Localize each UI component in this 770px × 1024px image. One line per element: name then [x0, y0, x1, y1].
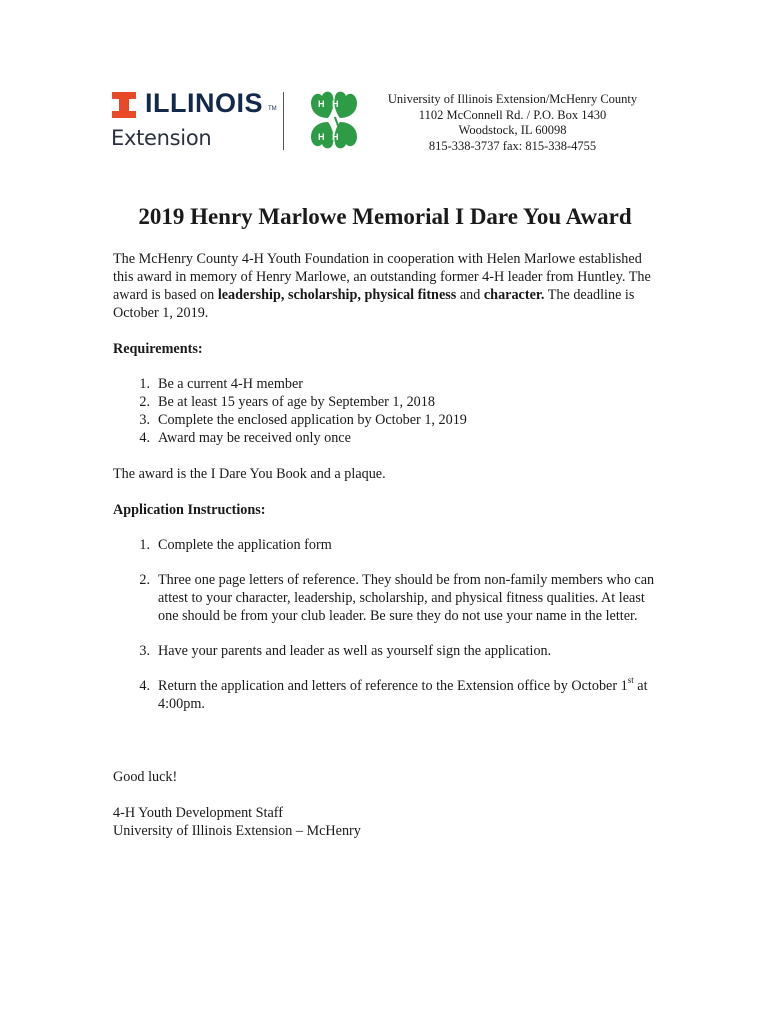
list-item [113, 536, 658, 554]
list-text: Award may be received only once [158, 430, 351, 446]
logo-block [110, 88, 360, 158]
list-item [113, 642, 658, 660]
address-block [360, 92, 665, 154]
list-item [113, 375, 658, 393]
document-body [113, 250, 658, 840]
requirements-list [113, 375, 658, 447]
list-item [113, 571, 658, 625]
intro-text-3: The deadline is October 1, 2019. [113, 287, 635, 321]
list-number: 2. [139, 394, 150, 410]
signature-line-1: 4-H Youth Development Staff [113, 805, 283, 821]
list-number: 2. [139, 572, 150, 588]
svg-text:H: H [332, 132, 339, 142]
list-text: Be a current 4-H member [158, 376, 303, 392]
list-item [113, 429, 658, 447]
list-item [113, 393, 658, 411]
list-text-after: at 4:00pm. [158, 678, 648, 712]
list-number: 3. [139, 412, 150, 428]
ordinal-suffix: st [627, 675, 634, 686]
address-line-4: 815-338-3737 fax: 815-338-4755 [428, 138, 597, 153]
list-item [113, 411, 658, 429]
document-title: 2019 Henry Marlowe Memorial I Dare You Award [138, 204, 632, 229]
instructions-list [113, 536, 658, 713]
svg-text:H: H [332, 99, 339, 109]
list-number: 4. [139, 430, 150, 446]
illinois-wordmark: ILLINOIS [145, 88, 263, 118]
list-number: 4. [139, 678, 150, 694]
list-item [113, 677, 658, 713]
list-text: Three one page letters of reference. They should be from non-family members who can attest to your character, leadership, scholarship, and physical fitness qualities. At least one should be from your club leader. Be sure they do not use your name in the letter. [158, 572, 655, 624]
instructions-heading: Application Instructions: [113, 502, 266, 518]
list-number: 3. [139, 643, 150, 659]
four-h-clover-icon [296, 88, 362, 152]
intro-text-1: The McHenry County 4-H Youth Foundation in cooperation with Helen Marlowe established this award in memory of Henry Marlowe, an outstanding former 4-H leader from Huntley. The award is based on [113, 251, 651, 303]
list-text: Complete the application form [158, 537, 332, 553]
closing-line: Good luck! [113, 769, 178, 785]
intro-bold-character: character. [483, 287, 545, 303]
illinois-block-i-logo [112, 92, 136, 118]
address-line-2: 1102 McConnell Rd. / P.O. Box 1430 [418, 107, 607, 122]
requirements-heading: Requirements: [113, 341, 203, 357]
intro-bold-criteria: leadership, scholarship, physical fitness [217, 287, 457, 303]
svg-text:H: H [318, 99, 325, 109]
address-line-3: Woodstock, IL 60098 [458, 123, 567, 137]
extension-wordmark: Extension [111, 126, 212, 150]
logo-divider [283, 92, 284, 150]
intro-text-2: and [456, 287, 484, 303]
svg-text:H: H [318, 132, 325, 142]
list-text: Have your parents and leader as well as yourself sign the application. [158, 643, 552, 659]
list-text [158, 677, 658, 713]
list-text-main: Return the application and letters of reference to the Extension office by October 1 [158, 678, 628, 694]
signature-line-2: University of Illinois Extension – McHenry [113, 823, 361, 839]
list-text: Complete the enclosed application by October 1, 2019 [158, 412, 467, 428]
list-number: 1. [139, 537, 150, 553]
trademark-mark: TM [268, 106, 277, 112]
list-text: Be at least 15 years of age by September 1, 2018 [158, 394, 435, 410]
list-number: 1. [139, 376, 150, 392]
intro-paragraph [113, 250, 658, 322]
address-line-1: University of Illinois Extension/McHenry County [387, 92, 638, 106]
award-description: The award is the I Dare You Book and a plaque. [113, 466, 386, 482]
